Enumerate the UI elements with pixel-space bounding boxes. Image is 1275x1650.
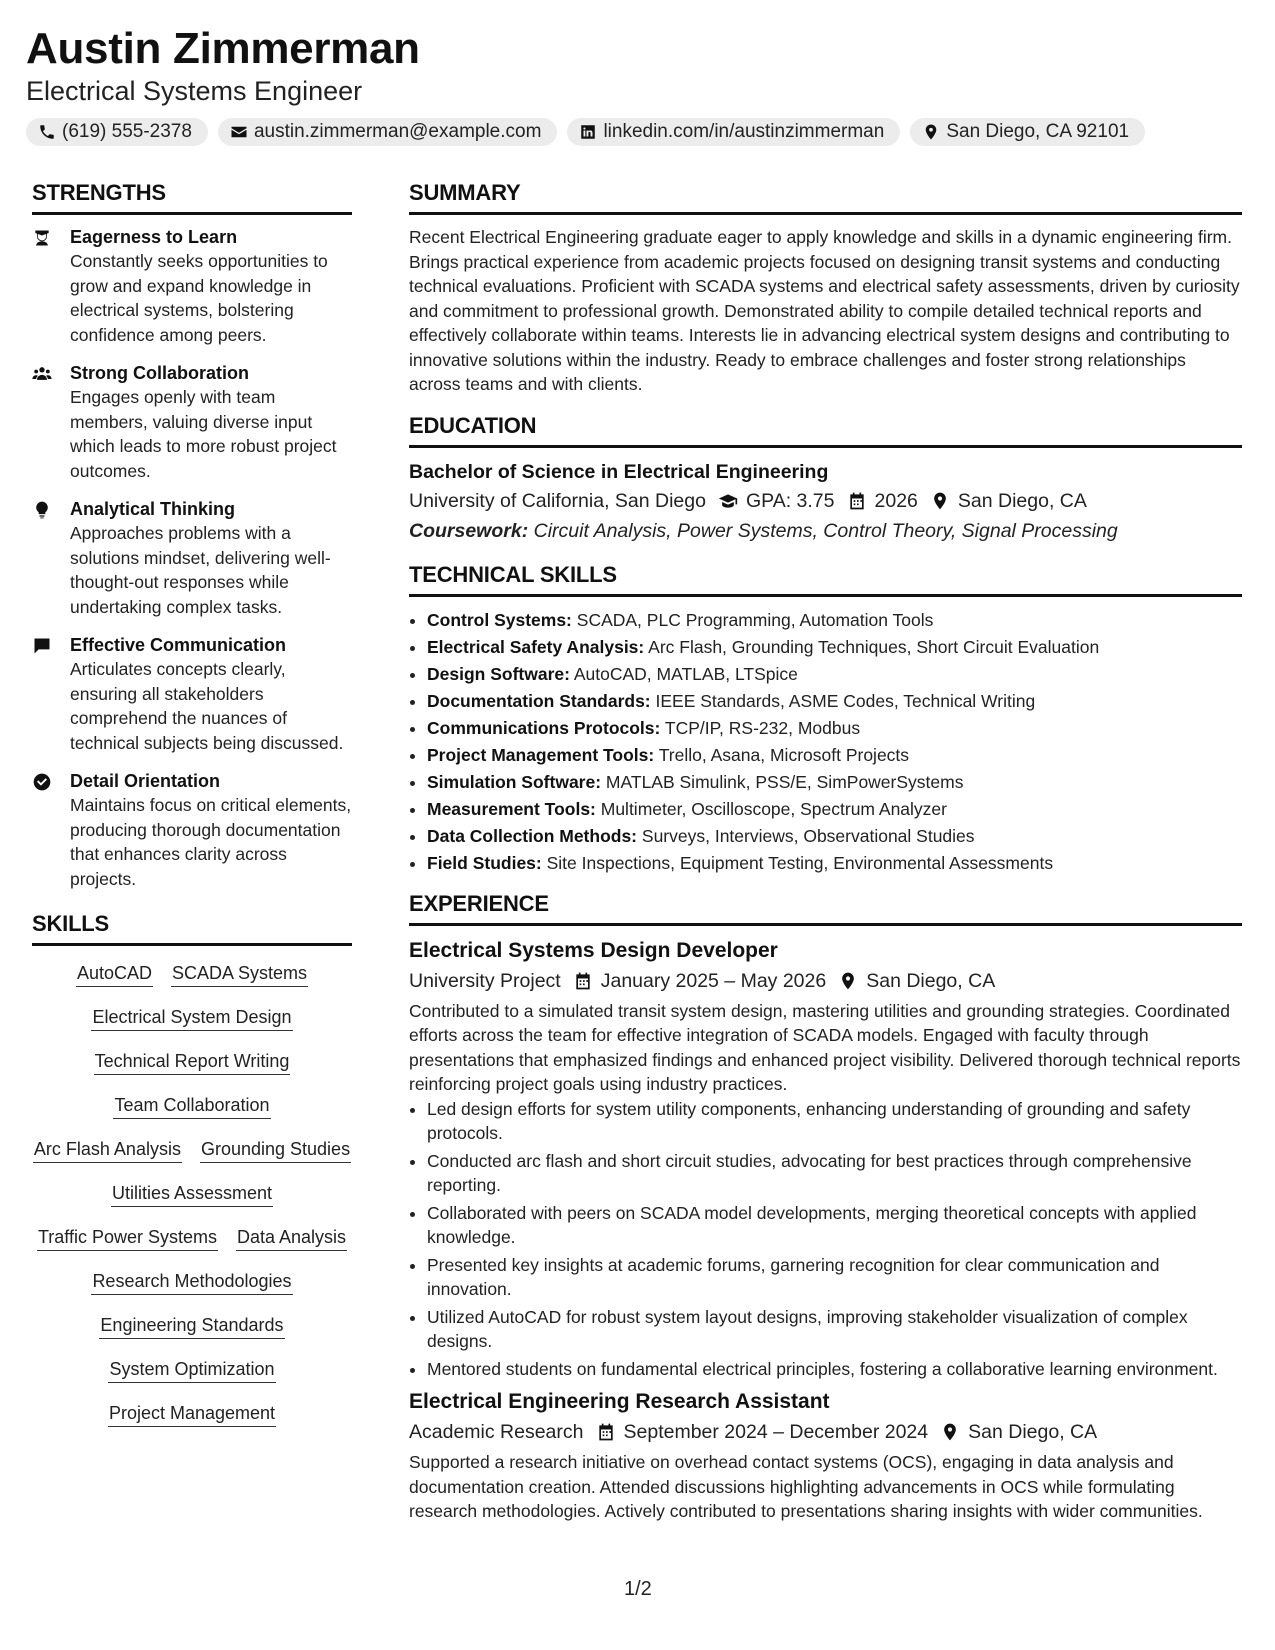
tech-skill-label: Documentation Standards:: [427, 690, 651, 711]
job-meta: [409, 1417, 1242, 1447]
tech-skill-label: Electrical Safety Analysis:: [427, 636, 645, 657]
job-bullet: • Led design efforts for system utility components, enhancing understanding of grounding and safety protocols.: [427, 1097, 1242, 1146]
skill-tag: Engineering Standards: [99, 1314, 284, 1339]
strength-title: Detail Orientation: [70, 771, 221, 791]
phone-icon: [38, 123, 56, 141]
graduation-year: 2026: [874, 489, 918, 512]
tech-skill-label: Data Collection Methods:: [427, 825, 638, 846]
skill-tag: AutoCAD: [76, 962, 153, 987]
skill-tag: Team Collaboration: [113, 1094, 270, 1119]
skill-tag: Traffic Power Systems: [37, 1226, 218, 1251]
contact-phone[interactable]: [26, 118, 208, 146]
check-circle-icon: [32, 772, 52, 792]
tech-skill-label: Measurement Tools:: [427, 798, 596, 819]
gpa-text: GPA: 3.75: [745, 489, 835, 512]
tech-skill-item: [427, 823, 1242, 850]
strength-desc: Constantly seeks opportunities to grow and expand knowledge in electrical systems, bolstering confidence among peers.: [70, 251, 328, 345]
tech-skill-item: [427, 688, 1242, 715]
education-location: San Diego, CA: [957, 489, 1087, 512]
strength-title: Effective Communication: [70, 635, 287, 655]
job-org: Academic Research: [409, 1421, 584, 1443]
comment-icon: [32, 636, 52, 656]
tech-skill-value: AutoCAD, MATLAB, LTSpice: [573, 663, 798, 684]
experience-heading: EXPERIENCE: [409, 889, 1242, 926]
contact-linkedin[interactable]: [567, 118, 900, 146]
left-column: [32, 178, 352, 1427]
skill-tag: Project Management: [108, 1402, 276, 1427]
phone-text: (619) 555-2378: [62, 121, 192, 142]
tech-skill-label: Simulation Software:: [427, 771, 602, 792]
job-bullet: • Presented key insights at academic forums, garnering recognition for clear communication and innovation.: [427, 1253, 1242, 1302]
technical-skills-list: [409, 607, 1242, 877]
envelope-icon: [230, 123, 248, 141]
job-bullet: • Mentored students on fundamental electrical principles, fostering a collaborative learning environment.: [427, 1357, 1242, 1382]
tech-skill-value: SCADA, PLC Programming, Automation Tools: [576, 609, 934, 630]
skill-tag: Grounding Studies: [200, 1138, 351, 1163]
map-pin-icon: [838, 971, 858, 991]
coursework-line: [409, 516, 1242, 546]
skill-tag: Data Analysis: [236, 1226, 347, 1251]
coursework-label: Coursework:: [409, 519, 529, 542]
strength-title: Eagerness to Learn: [70, 227, 238, 247]
strength-desc: Maintains focus on critical elements, producing thorough documentation that enhances clarity across projects.: [70, 795, 352, 889]
tech-skill-item: [427, 607, 1242, 634]
job-dates: January 2025 – May 2026: [600, 969, 827, 992]
tech-skill-label: Project Management Tools:: [427, 744, 655, 765]
job-bullet: • Utilized AutoCAD for robust system layout designs, improving stakeholder visualization of complex designs.: [427, 1305, 1242, 1354]
map-pin-icon: [930, 491, 950, 511]
contact-location: [910, 118, 1145, 146]
strength-item: [32, 225, 352, 347]
coursework-text: Circuit Analysis, Power Systems, Control Theory, Signal Processing: [533, 519, 1118, 542]
tech-skill-label: Field Studies:: [427, 852, 542, 873]
job-bullets: [409, 1097, 1242, 1382]
job-dates: September 2024 – December 2024: [623, 1421, 929, 1443]
job-entry: [409, 1387, 1242, 1524]
school-name: University of California, San Diego: [409, 489, 706, 512]
strength-desc: Approaches problems with a solutions mindset, delivering well-thought-out responses while undertaking complex tasks.: [70, 523, 331, 617]
strength-item: [32, 497, 352, 619]
users-icon: [32, 364, 52, 384]
skills-heading: SKILLS: [32, 909, 352, 946]
job-title: Electrical Systems Design Developer: [409, 938, 778, 962]
tech-skill-label: Design Software:: [427, 663, 570, 684]
tech-skill-item: [427, 796, 1242, 823]
strengths-heading: STRENGTHS: [32, 178, 352, 215]
education-meta: [409, 486, 1242, 516]
job-location: San Diego, CA: [866, 969, 996, 992]
tech-skill-value: Trello, Asana, Microsoft Projects: [658, 744, 910, 765]
skill-tag: Technical Report Writing: [94, 1050, 291, 1075]
tech-skill-value: IEEE Standards, ASME Codes, Technical Writing: [655, 690, 1036, 711]
tech-skill-value: Surveys, Interviews, Observational Studies: [641, 825, 975, 846]
skill-tag: SCADA Systems: [171, 962, 308, 987]
candidate-name: Austin Zimmerman: [26, 24, 420, 73]
skill-tag: System Optimization: [108, 1358, 275, 1383]
tech-skill-item: [427, 769, 1242, 796]
job-entry: [409, 936, 1242, 1382]
strength-item: [32, 633, 352, 755]
job-bullet: • Conducted arc flash and short circuit studies, advocating for best practices through comprehensive reporting.: [427, 1149, 1242, 1198]
location-text: San Diego, CA 92101: [946, 121, 1130, 142]
graduation-cap-icon: [718, 491, 738, 511]
job-bullet: • Collaborated with peers on SCADA model developments, merging theoretical concepts with applied knowledge.: [427, 1201, 1242, 1250]
skill-tag: Research Methodologies: [91, 1270, 292, 1295]
job-meta: [409, 966, 1242, 996]
technical-skills-heading: TECHNICAL SKILLS: [409, 560, 1242, 597]
tech-skill-value: Site Inspections, Equipment Testing, Environmental Assessments: [546, 852, 1054, 873]
summary-heading: SUMMARY: [409, 178, 1242, 215]
job-summary: Supported a research initiative on overhead contact systems (OCS), engaging in data analysis and documentation creation. Attended discussions highlighting advancements in OCS while formulating research methodologies. Actively contributed to presentations sharing insights with wider communities.: [409, 1452, 1203, 1521]
tech-skill-value: TCP/IP, RS-232, Modbus: [664, 717, 861, 738]
skill-tag: Electrical System Design: [91, 1006, 292, 1031]
job-summary: Contributed to a simulated transit system design, mastering utilities and grounding strategies. Coordinated efforts across the team for effective integration of SCADA models. Engaged with faculty through presentations that emphasized findings and enhanced project visibility. Delivered thorough technical reports reinforcing project goals using industry practices.: [409, 1000, 1241, 1094]
calendar-icon: [573, 971, 593, 991]
calendar-icon: [596, 1422, 616, 1442]
strength-desc: Articulates concepts clearly, ensuring all stakeholders comprehend the nuances of technical subjects being discussed.: [70, 659, 344, 753]
page-number: 1/2: [624, 1578, 652, 1600]
skill-tag: Utilities Assessment: [111, 1182, 273, 1207]
skill-tag: Arc Flash Analysis: [33, 1138, 182, 1163]
strength-desc: Engages openly with team members, valuing diverse input which leads to more robust project outcomes.: [70, 387, 337, 481]
candidate-role: Electrical Systems Engineer: [26, 76, 363, 106]
strength-title: Strong Collaboration: [70, 363, 249, 383]
tech-skill-value: Multimeter, Oscilloscope, Spectrum Analyzer: [600, 798, 947, 819]
graduate-icon: [32, 228, 52, 248]
linkedin-text: linkedin.com/in/austinzimmerman: [603, 121, 885, 142]
linkedin-icon: [579, 123, 597, 141]
skills-list: [32, 956, 352, 1427]
tech-skill-item: [427, 850, 1242, 877]
summary-text: Recent Electrical Engineering graduate eager to apply knowledge and skills in a dynamic engineering firm. Brings practical experience from academic projects focused on designing transit systems and conducting technical evaluations. Proficient with SCADA systems and electrical safety assessments, driven by curiosity and commitment to professional growth. Demonstrated ability to compile detailed technical reports and effectively collaborate within teams. Interests lie in advancing electrical system designs and contributing to innovative solutions within the industry. Ready to embrace challenges and foster strong relationships across teams and with clients.: [409, 227, 1240, 394]
strength-item: [32, 769, 352, 891]
email-text: austin.zimmerman@example.com: [253, 121, 542, 142]
tech-skill-label: Control Systems:: [427, 609, 572, 630]
right-column: [409, 178, 1242, 1524]
tech-skill-item: [427, 715, 1242, 742]
map-pin-icon: [940, 1422, 960, 1442]
job-location: San Diego, CA: [968, 1421, 1098, 1443]
calendar-icon: [847, 491, 867, 511]
tech-skill-item: [427, 661, 1242, 688]
job-org: University Project: [409, 969, 561, 992]
tech-skill-item: [427, 742, 1242, 769]
contact-email[interactable]: [218, 118, 558, 146]
degree-title: Bachelor of Science in Electrical Engineering: [409, 460, 829, 483]
tech-skill-item: [427, 634, 1242, 661]
strength-title: Analytical Thinking: [70, 499, 236, 519]
tech-skill-value: MATLAB Simulink, PSS/E, SimPowerSystems: [605, 771, 964, 792]
job-title: Electrical Engineering Research Assistant: [409, 1390, 830, 1413]
lightbulb-icon: [32, 500, 52, 520]
resume-header: [26, 22, 1246, 146]
contact-bar: [26, 118, 1246, 146]
strength-item: [32, 361, 352, 483]
tech-skill-value: Arc Flash, Grounding Techniques, Short Circuit Evaluation: [648, 636, 1100, 657]
map-pin-icon: [922, 123, 940, 141]
tech-skill-label: Communications Protocols:: [427, 717, 661, 738]
education-heading: EDUCATION: [409, 411, 1242, 448]
